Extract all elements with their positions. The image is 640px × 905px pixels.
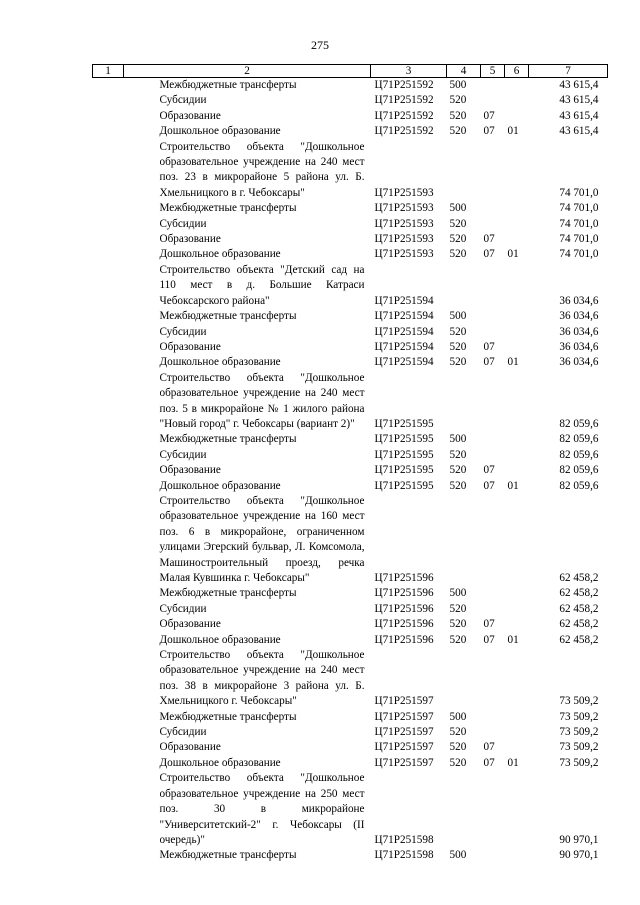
table-row (93, 201, 608, 216)
row-section: 07 (483, 340, 495, 353)
table-row (93, 355, 608, 370)
row-name-text: Образование (159, 109, 221, 122)
row-name-text: Образование (159, 741, 221, 754)
row-target-code: Ц71Р251595 (374, 479, 434, 492)
row-expense-type: 520 (449, 94, 467, 107)
row-amount: 36 034,6 (559, 340, 599, 353)
row-amount: 82 059,6 (559, 464, 599, 477)
row-section: 07 (483, 125, 495, 138)
row-expense-type: 520 (449, 325, 467, 338)
row-section (481, 309, 505, 324)
row-expense-type: 500 (449, 79, 467, 91)
row-amount: 36 034,6 (559, 356, 599, 369)
row-amount: 73 509,2 (559, 756, 599, 769)
row-expense-type: 520 (449, 726, 467, 739)
row-name-text: Межбюджетные трансферты (159, 587, 297, 600)
row-name (124, 463, 371, 478)
row-expense-type: 520 (449, 741, 467, 754)
row-target-code: Ц71Р251597 (374, 726, 434, 739)
first-column-cell (93, 309, 124, 324)
row-name-text: Дошкольное образование (159, 633, 281, 646)
row-name (124, 648, 371, 710)
row-expense-type (447, 263, 481, 309)
first-column-cell (93, 725, 124, 740)
first-column-cell (93, 617, 124, 632)
row-name-text: Строительство объекта "Дошкольное образовательное учреждение на 240 мест поз. 38 в микрорайоне 3 района ул. Б. Хмельницкого г. Чебоксары" (159, 649, 365, 708)
row-target-code: Ц71Р251597 (374, 741, 434, 754)
first-column-cell (93, 448, 124, 463)
row-name (124, 740, 371, 755)
row-expense-type: 500 (449, 202, 467, 215)
table-row (93, 340, 608, 355)
row-section (481, 710, 505, 725)
row-section (481, 771, 505, 848)
row-subsection (505, 586, 529, 601)
row-name (124, 633, 371, 648)
row-amount: 90 970,1 (559, 849, 599, 862)
row-section: 07 (483, 633, 495, 646)
row-name-text: Строительство объекта "Дошкольное образовательное учреждение на 250 мест поз. 30 в микрорайоне "Университетский-2" г. Чебоксары (II очередь)" (159, 772, 365, 846)
row-name (124, 78, 371, 94)
row-amount: 43 615,4 (559, 94, 599, 107)
row-name (124, 710, 371, 725)
row-amount: 73 509,2 (559, 726, 599, 739)
first-column-cell (93, 247, 124, 262)
row-name (124, 448, 371, 463)
row-name (124, 725, 371, 740)
table-row (93, 648, 608, 710)
row-section: 07 (483, 479, 495, 492)
row-amount: 74 701,0 (559, 186, 599, 199)
row-name-text: Дошкольное образование (159, 756, 281, 769)
page-number: 275 (311, 38, 329, 52)
table-row (93, 633, 608, 648)
row-name-text: Субсидии (159, 94, 207, 107)
row-target-code: Ц71Р251594 (374, 310, 434, 323)
row-subsection (505, 309, 529, 324)
table-row (93, 109, 608, 124)
row-target-code: Ц71Р251596 (374, 618, 434, 631)
row-section (481, 93, 505, 108)
row-target-code: Ц71Р251598 (374, 833, 434, 846)
row-subsection (505, 432, 529, 447)
table-row (93, 124, 608, 139)
row-amount: 43 615,4 (559, 125, 599, 138)
row-amount: 82 059,6 (559, 479, 599, 492)
row-name (124, 217, 371, 232)
row-subsection (505, 263, 529, 309)
row-subsection (505, 494, 529, 586)
row-name (124, 201, 371, 216)
row-expense-type: 520 (449, 109, 467, 122)
row-amount: 82 059,6 (559, 417, 599, 430)
row-name (124, 109, 371, 124)
row-name-text: Строительство объекта "Детский сад на 110 мест в д. Большие Катраси Чебоксарского района" (159, 263, 365, 307)
column-header-4: 4 (447, 65, 481, 78)
first-column-cell (93, 648, 124, 710)
row-amount: 36 034,6 (559, 325, 599, 338)
row-section (481, 602, 505, 617)
table-row (93, 232, 608, 247)
row-name-text: Субсидии (159, 448, 207, 461)
row-subsection: 01 (507, 633, 519, 646)
first-column-cell (93, 78, 124, 94)
row-subsection: 01 (507, 756, 519, 769)
row-section: 07 (483, 248, 495, 261)
row-name (124, 340, 371, 355)
row-name-text: Образование (159, 464, 221, 477)
table-row (93, 140, 608, 202)
row-name (124, 494, 371, 586)
row-subsection (505, 602, 529, 617)
row-section (481, 648, 505, 710)
row-target-code: Ц71Р251596 (374, 602, 434, 615)
row-subsection (505, 217, 529, 232)
table-row (93, 263, 608, 309)
row-amount: 43 615,4 (559, 79, 599, 91)
row-target-code: Ц71Р251592 (374, 109, 434, 122)
row-name (124, 325, 371, 340)
row-subsection: 01 (507, 248, 519, 261)
first-column-cell (93, 93, 124, 108)
row-name (124, 479, 371, 494)
row-section (481, 725, 505, 740)
row-section (481, 217, 505, 232)
row-name-text: Образование (159, 340, 221, 353)
row-target-code: Ц71Р251595 (374, 433, 434, 446)
column-header-2: 2 (124, 65, 371, 78)
row-target-code: Ц71Р251593 (374, 202, 434, 215)
column-header-7: 7 (529, 65, 608, 78)
row-subsection (505, 340, 529, 355)
row-section (481, 201, 505, 216)
first-column-cell (93, 740, 124, 755)
row-section (481, 448, 505, 463)
row-expense-type (447, 494, 481, 586)
table-row (93, 617, 608, 632)
row-target-code: Ц71Р251595 (374, 464, 434, 477)
row-expense-type: 520 (449, 448, 467, 461)
table-row (93, 371, 608, 433)
row-target-code: Ц71Р251593 (374, 233, 434, 246)
row-section (481, 325, 505, 340)
row-name-text: Межбюджетные трансферты (159, 202, 297, 215)
row-section: 07 (483, 356, 495, 369)
row-expense-type: 520 (449, 248, 467, 261)
row-expense-type: 520 (449, 602, 467, 615)
row-name (124, 848, 371, 863)
row-name-text: Субсидии (159, 325, 207, 338)
row-amount: 62 458,2 (559, 572, 599, 584)
first-column-cell (93, 340, 124, 355)
row-section (481, 432, 505, 447)
column-header-3: 3 (371, 65, 447, 78)
table-row (93, 93, 608, 108)
row-name (124, 602, 371, 617)
row-target-code: Ц71Р251596 (374, 572, 434, 584)
row-section (481, 263, 505, 309)
table-row (93, 586, 608, 601)
row-amount: 90 970,1 (559, 833, 599, 846)
row-amount: 62 458,2 (559, 602, 599, 615)
row-subsection (505, 617, 529, 632)
budget-table (92, 64, 608, 864)
row-name-text: Дошкольное образование (159, 356, 281, 369)
row-subsection (505, 93, 529, 108)
row-name-text: Межбюджетные трансферты (159, 310, 297, 323)
first-column-cell (93, 109, 124, 124)
row-name (124, 355, 371, 370)
row-section (481, 140, 505, 202)
row-section (481, 848, 505, 863)
row-target-code: Ц71Р251598 (374, 849, 434, 862)
row-name (124, 586, 371, 601)
row-target-code: Ц71Р251597 (374, 756, 434, 769)
row-amount: 43 615,4 (559, 109, 599, 122)
row-target-code: Ц71Р251593 (374, 186, 434, 199)
row-name (124, 432, 371, 447)
row-name (124, 93, 371, 108)
row-subsection (505, 848, 529, 863)
row-amount: 62 458,2 (559, 587, 599, 600)
row-amount: 36 034,6 (559, 294, 599, 307)
row-name-text: Субсидии (159, 726, 207, 739)
row-subsection (505, 710, 529, 725)
row-section (481, 78, 505, 94)
row-amount: 74 701,0 (559, 233, 599, 246)
row-name (124, 247, 371, 262)
row-subsection (505, 78, 529, 94)
row-amount: 73 509,2 (559, 741, 599, 754)
row-target-code: Ц71Р251596 (374, 587, 434, 600)
table-row (93, 479, 608, 494)
row-section (481, 586, 505, 601)
table-row (93, 448, 608, 463)
first-column-cell (93, 633, 124, 648)
row-expense-type: 520 (449, 125, 467, 138)
row-name (124, 756, 371, 771)
row-name (124, 263, 371, 309)
row-name-text: Строительство объекта "Дошкольное образовательное учреждение на 240 мест поз. 5 в микрорайоне № 1 жилого района "Новый город" г. Чебоксары (вариант 2)" (159, 371, 365, 430)
row-expense-type (447, 771, 481, 848)
first-column-cell (93, 602, 124, 617)
table-row (93, 494, 608, 586)
row-name (124, 371, 371, 433)
row-section (481, 371, 505, 433)
first-column-cell (93, 217, 124, 232)
row-amount: 82 059,6 (559, 433, 599, 446)
table-row (93, 309, 608, 324)
row-name (124, 771, 371, 848)
table-row (93, 710, 608, 725)
header-row (93, 65, 608, 78)
row-name-text: Межбюджетные трансферты (159, 849, 297, 862)
row-expense-type: 520 (449, 633, 467, 646)
table-row (93, 325, 608, 340)
row-expense-type: 520 (449, 356, 467, 369)
row-name (124, 617, 371, 632)
row-name-text: Субсидии (159, 217, 207, 230)
table-row (93, 463, 608, 478)
row-target-code: Ц71Р251597 (374, 695, 434, 708)
first-column-cell (93, 494, 124, 586)
row-subsection (505, 740, 529, 755)
row-name-text: Образование (159, 233, 221, 246)
row-name-text: Строительство объекта "Дошкольное образовательное учреждение на 240 мест поз. 23 в микрорайоне 5 района ул. Б. Хмельницкого в г. Чебоксары" (159, 140, 365, 199)
row-target-code: Ц71Р251595 (374, 448, 434, 461)
row-subsection (505, 771, 529, 848)
row-section: 07 (483, 233, 495, 246)
row-subsection (505, 325, 529, 340)
row-target-code: Ц71Р251594 (374, 356, 434, 369)
row-expense-type: 500 (449, 849, 467, 862)
column-header-5: 5 (481, 65, 505, 78)
row-name (124, 232, 371, 247)
table-row (93, 217, 608, 232)
row-amount: 73 509,2 (559, 695, 599, 708)
row-name (124, 124, 371, 139)
table-row (93, 247, 608, 262)
first-column-cell (93, 432, 124, 447)
row-expense-type: 520 (449, 233, 467, 246)
row-expense-type: 500 (449, 587, 467, 600)
row-expense-type (447, 371, 481, 433)
row-subsection (505, 371, 529, 433)
row-target-code: Ц71Р251593 (374, 217, 434, 230)
table-row (93, 848, 608, 863)
row-subsection: 01 (507, 125, 519, 138)
row-amount: 73 509,2 (559, 710, 599, 723)
row-section: 07 (483, 741, 495, 754)
row-subsection: 01 (507, 356, 519, 369)
first-column-cell (93, 756, 124, 771)
row-expense-type: 520 (449, 217, 467, 230)
first-column-cell (93, 201, 124, 216)
row-target-code: Ц71Р251592 (374, 94, 434, 107)
row-expense-type: 520 (449, 618, 467, 631)
table-row (93, 602, 608, 617)
row-target-code: Ц71Р251595 (374, 417, 434, 430)
first-column-cell (93, 463, 124, 478)
row-section: 07 (483, 464, 495, 477)
row-amount: 74 701,0 (559, 217, 599, 230)
table-body (93, 78, 608, 864)
table-header (93, 65, 608, 78)
row-subsection (505, 140, 529, 202)
row-expense-type: 520 (449, 479, 467, 492)
first-column-cell (93, 263, 124, 309)
row-section: 07 (483, 109, 495, 122)
row-target-code: Ц71Р251592 (374, 79, 434, 91)
table-row (93, 725, 608, 740)
row-subsection (505, 463, 529, 478)
row-subsection (505, 201, 529, 216)
row-target-code: Ц71Р251593 (374, 248, 434, 261)
row-expense-type: 500 (449, 710, 467, 723)
column-header-1: 1 (93, 65, 124, 78)
row-name-text: Дошкольное образование (159, 479, 281, 492)
table-row (93, 756, 608, 771)
row-subsection (505, 109, 529, 124)
row-target-code: Ц71Р251594 (374, 294, 434, 307)
row-subsection (505, 725, 529, 740)
row-expense-type: 520 (449, 464, 467, 477)
column-header-6: 6 (505, 65, 529, 78)
row-amount: 62 458,2 (559, 633, 599, 646)
row-section: 07 (483, 756, 495, 769)
row-expense-type: 500 (449, 433, 467, 446)
table-row (93, 78, 608, 94)
first-column-cell (93, 848, 124, 863)
row-amount: 74 701,0 (559, 202, 599, 215)
table-row (93, 740, 608, 755)
row-subsection (505, 232, 529, 247)
row-name-text: Межбюджетные трансферты (159, 433, 297, 446)
row-subsection: 01 (507, 479, 519, 492)
row-expense-type: 500 (449, 310, 467, 323)
first-column-cell (93, 710, 124, 725)
row-target-code: Ц71Р251594 (374, 325, 434, 338)
row-name-text: Субсидии (159, 602, 207, 615)
row-expense-type (447, 648, 481, 710)
first-column-cell (93, 355, 124, 370)
first-column-cell (93, 479, 124, 494)
row-section (481, 494, 505, 586)
table-row (93, 771, 608, 848)
first-column-cell (93, 325, 124, 340)
row-amount: 36 034,6 (559, 310, 599, 323)
row-expense-type: 520 (449, 756, 467, 769)
row-expense-type: 520 (449, 340, 467, 353)
row-target-code: Ц71Р251594 (374, 340, 434, 353)
row-name-text: Межбюджетные трансферты (159, 79, 297, 91)
row-name-text: Дошкольное образование (159, 125, 281, 138)
first-column-cell (93, 371, 124, 433)
row-subsection (505, 648, 529, 710)
row-target-code: Ц71Р251592 (374, 125, 434, 138)
row-section: 07 (483, 618, 495, 631)
row-name-text: Дошкольное образование (159, 248, 281, 261)
row-target-code: Ц71Р251597 (374, 710, 434, 723)
first-column-cell (93, 140, 124, 202)
row-target-code: Ц71Р251596 (374, 633, 434, 646)
row-subsection (505, 448, 529, 463)
row-amount: 82 059,6 (559, 448, 599, 461)
row-expense-type (447, 140, 481, 202)
row-name-text: Образование (159, 618, 221, 631)
row-amount: 62 458,2 (559, 618, 599, 631)
row-name (124, 309, 371, 324)
first-column-cell (93, 586, 124, 601)
row-name-text: Межбюджетные трансферты (159, 710, 297, 723)
first-column-cell (93, 232, 124, 247)
row-name-text: Строительство объекта "Дошкольное образовательное учреждение на 160 мест поз. 6 в микрорайоне, ограниченном улицами Эгерский бульвар, Л. Комсомола, Машиностроительный проезд, речка Малая Кувшинка г. Чебоксары" (159, 494, 365, 584)
row-name (124, 140, 371, 202)
first-column-cell (93, 771, 124, 848)
first-column-cell (93, 124, 124, 139)
row-amount: 74 701,0 (559, 248, 599, 261)
table-row (93, 432, 608, 447)
